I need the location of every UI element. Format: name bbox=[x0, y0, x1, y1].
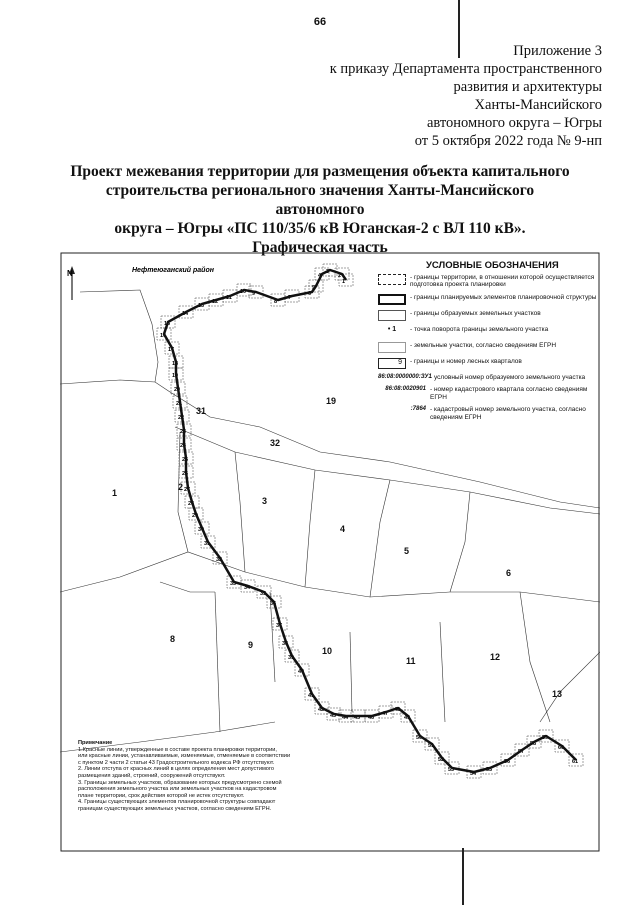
appendix-line: от 5 октября 2022 года № 9-нп bbox=[414, 133, 602, 149]
legend-text: - земельные участки, согласно сведениям ЕГРН bbox=[410, 341, 557, 349]
plot-label: 1 bbox=[342, 279, 346, 285]
notes-heading: Примечание bbox=[78, 740, 113, 746]
plot-label: 60 bbox=[558, 745, 565, 751]
note-line: границам существующих земельных участков, согласно сведениям ЕГРН. bbox=[78, 805, 272, 812]
plot-label: 32 bbox=[216, 557, 223, 563]
quarter-label: 32 bbox=[270, 438, 281, 448]
appendix-line: Ханты-Мансийского bbox=[474, 97, 602, 113]
legend bbox=[378, 262, 598, 426]
appendix-line: развития и архитектуры bbox=[453, 79, 602, 95]
plot-label: 25 bbox=[182, 457, 189, 463]
plot-label: 58 bbox=[530, 741, 537, 747]
plot-label: 2 bbox=[338, 273, 342, 279]
title-line: Проект межевания территории для размещения объекта капитального bbox=[70, 163, 570, 180]
scan-margin-line bbox=[462, 848, 464, 905]
district-label: Нефтеюганский район bbox=[132, 267, 214, 274]
plot-label: 8 bbox=[274, 299, 278, 305]
plot-label: 45 bbox=[354, 715, 361, 721]
plot-label: 17 bbox=[168, 347, 175, 353]
plot-label: 19 bbox=[172, 373, 179, 379]
plot-label: 48 bbox=[394, 707, 401, 713]
title-line: Графическая часть bbox=[252, 239, 388, 256]
legend-code: 86:08:0000000:ЗУ1 bbox=[378, 373, 432, 380]
quarter-label: 1 bbox=[112, 488, 118, 498]
legend-item bbox=[378, 294, 598, 305]
legend-text: - границы и номер лесных кварталов bbox=[410, 357, 522, 365]
legend-code: :7864 bbox=[410, 406, 426, 412]
page-number: 66 bbox=[313, 16, 327, 28]
plot-label: 42 bbox=[318, 707, 325, 713]
plot-label: 11 bbox=[226, 295, 232, 301]
note-line: или красные линии, устанавливаемые, изменяемые, отменяемые в соответствии bbox=[78, 753, 291, 760]
plot-label: 20 bbox=[174, 387, 181, 393]
plot-label: 5 bbox=[312, 285, 316, 291]
plot-label: 22 bbox=[178, 415, 185, 421]
legend-item bbox=[378, 310, 598, 321]
quarter-label: 9 bbox=[248, 640, 254, 650]
dashed-boundary-icon bbox=[378, 274, 406, 285]
plot-label: 6 bbox=[308, 291, 312, 297]
appendix-line: к приказу Департамента пространственного bbox=[329, 61, 602, 77]
plot-label: 7 bbox=[288, 295, 292, 301]
thick-boundary-icon bbox=[378, 294, 406, 305]
legend-text: - границы планируемых элементов планировочной структуры bbox=[410, 293, 597, 301]
plot-label: 53 bbox=[448, 767, 455, 773]
quarter-label: 2 bbox=[178, 482, 184, 492]
legend-item bbox=[378, 274, 598, 289]
plot-label: 18 bbox=[172, 361, 179, 367]
quarter-label: 10 bbox=[322, 646, 333, 656]
plot-label: 50 bbox=[416, 735, 423, 741]
appendix-line: Приложение 3 bbox=[513, 43, 602, 59]
legend-item bbox=[378, 326, 598, 337]
legend-code-item bbox=[378, 406, 598, 421]
legend-text: - границы образуемых земельных участков bbox=[410, 309, 541, 317]
plot-label: 55 bbox=[486, 767, 493, 773]
legend-text: - точка поворота границы земельного участка bbox=[410, 325, 549, 333]
note-line: 4. Границы существующих элементов планировочной структуры совпадают bbox=[78, 799, 276, 806]
plot-label: 54 bbox=[470, 771, 477, 777]
appendix-block bbox=[330, 42, 602, 150]
forest-quarter-icon: 9 bbox=[378, 358, 406, 369]
plot-label: 40 bbox=[298, 669, 305, 675]
legend-item bbox=[378, 342, 598, 353]
appendix-line: автономного округа – Югры bbox=[426, 115, 602, 131]
plot-label: 43 bbox=[330, 713, 337, 719]
plot-label: 30 bbox=[198, 527, 205, 533]
quarter-label: 3 bbox=[262, 496, 268, 506]
plot-label: 31 bbox=[204, 541, 211, 547]
quarter-label: 8 bbox=[170, 634, 176, 644]
plot-label: 23 bbox=[180, 429, 187, 435]
plot-label: 56 bbox=[504, 759, 511, 765]
note-line: размещения зданий, строений, сооружений отсутствуют. bbox=[78, 772, 226, 779]
legend-text: - границы территории, в отношении которой осуществляется подготовка проекта планировки bbox=[410, 273, 595, 288]
plot-label: 3 bbox=[326, 269, 330, 275]
plot-label: 36 bbox=[270, 601, 277, 607]
plot-label: 41 bbox=[308, 693, 315, 699]
quarter-label: 11 bbox=[406, 656, 416, 666]
plot-label: 9 bbox=[252, 291, 256, 297]
legend-title: УСЛОВНЫЕ ОБОЗНАЧЕНИЯ bbox=[426, 260, 559, 271]
plot-label: 12 bbox=[212, 299, 219, 305]
plot-label: 14 bbox=[182, 311, 189, 317]
legend-item bbox=[378, 358, 598, 369]
legend-code: 86:08:0020901 bbox=[385, 386, 426, 392]
quarter-label: 19 bbox=[326, 396, 337, 406]
quarter-label: 5 bbox=[404, 546, 410, 556]
plot-label: 57 bbox=[518, 749, 525, 755]
plot-label: 59 bbox=[542, 735, 549, 741]
plot-label: 21 bbox=[176, 401, 183, 407]
plot-label: 34 bbox=[244, 585, 251, 591]
note-line: 1.Красные линии, утвержденные в составе проекта планировки территории, bbox=[78, 746, 277, 753]
plot-label: 35 bbox=[260, 591, 267, 597]
plot-label: 10 bbox=[240, 289, 247, 295]
turning-point-icon: • 1 bbox=[387, 325, 397, 333]
quarter-label: 13 bbox=[552, 689, 563, 699]
plot-label: 46 bbox=[368, 715, 375, 721]
plot-label: 47 bbox=[382, 711, 389, 717]
plot-label: 33 bbox=[230, 581, 237, 587]
legend-code-item bbox=[378, 374, 598, 382]
document-title bbox=[60, 162, 580, 257]
legend-text: - условный номер образуемого земельного участка bbox=[430, 373, 586, 381]
quarter-label: 4 bbox=[340, 524, 346, 534]
plot-label: 37 bbox=[276, 623, 283, 629]
north-label: N bbox=[67, 269, 73, 278]
legend-code-item bbox=[378, 386, 598, 401]
notes-block bbox=[78, 740, 338, 813]
note-line: 3. Границы земельных участков, образование которых предусмотрено схемой bbox=[78, 779, 282, 786]
note-line: плане территории, срок действия которой не истек отсутствуют. bbox=[78, 792, 245, 799]
quarter-label: 31 bbox=[196, 406, 207, 416]
plot-label: 49 bbox=[404, 715, 411, 721]
plot-label: 29 bbox=[192, 513, 199, 519]
plot-label: 26 bbox=[182, 471, 189, 477]
legend-text: - номер кадастрового квартала согласно сведениям ЕГРН bbox=[430, 386, 588, 401]
plot-label: 52 bbox=[438, 757, 445, 763]
note-line: 2. Линии отступа от красных линий в целях определения мест допустимого bbox=[78, 766, 274, 773]
egrn-plot-icon bbox=[378, 342, 406, 353]
north-arrow-icon bbox=[67, 266, 75, 300]
plot-label: 27 bbox=[184, 487, 191, 493]
plot-label: 51 bbox=[428, 743, 435, 749]
plot-label: 13 bbox=[198, 303, 205, 309]
plot-label: 24 bbox=[180, 443, 187, 449]
quarter-label: 6 bbox=[506, 568, 512, 578]
plot-label: 4 bbox=[318, 273, 322, 279]
note-line: с пунктом 2 части 2 статьи 43 Градостроительного кодекса РФ отсутствуют. bbox=[78, 759, 275, 766]
plot-label: 15 bbox=[164, 321, 171, 327]
thin-boundary-icon bbox=[378, 310, 406, 321]
plot-label: 61 bbox=[572, 759, 579, 765]
plot-label: 38 bbox=[282, 641, 289, 647]
plot-label: 39 bbox=[288, 655, 295, 661]
quarter-label: 12 bbox=[490, 652, 501, 662]
plot-label: 28 bbox=[188, 501, 195, 507]
legend-text: - кадастровый номер земельного участка, согласно сведениям ЕГРН bbox=[430, 406, 586, 421]
plot-label: 44 bbox=[342, 715, 349, 721]
title-line: строительства регионального значения Ханты-Мансийского автономного bbox=[105, 182, 535, 218]
title-line: округа – Югры «ПС 110/35/6 кВ Юганская-2 с ВЛ 110 кВ». bbox=[114, 220, 526, 237]
note-line: расположения земельного участка или земельных участков на кадастровом bbox=[78, 786, 277, 793]
plot-label: 16 bbox=[160, 333, 167, 339]
